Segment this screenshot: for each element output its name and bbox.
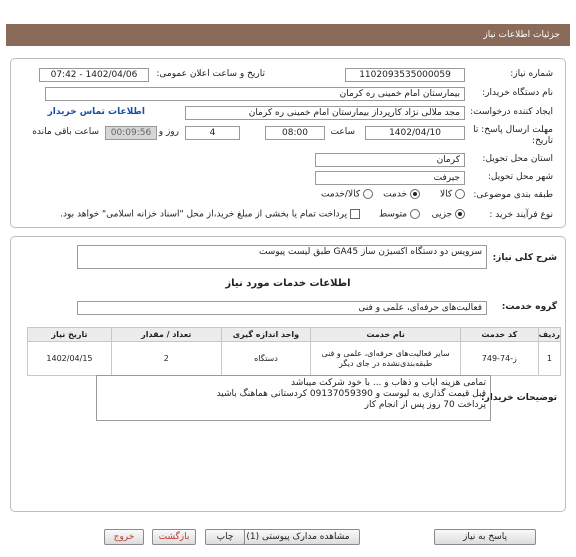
buyer-notes-field [96,375,491,421]
service-group-field: فعالیت‌های حرفه‌ای، علمی و فنی [77,301,487,315]
city-label: شهر محل تحویل: [487,172,553,182]
page-title: جزئیات اطلاعات نیاز [483,30,560,40]
announce-label: تاریخ و ساعت اعلان عمومی: [156,69,265,79]
col-quantity: تعداد / مقدار [111,328,221,342]
col-need-date: تاریخ نیاز [28,328,112,342]
notes-line: قبل قیمت گذاری به لیوست و 09137059390 کردستانی هماهنگ باشید [216,389,486,399]
summary-field: سرویس دو دستگاه اکسیژن ساز GA45 طبق لیست پیوست [77,245,487,269]
service-group-label: گروه خدمت: [501,302,557,312]
exit-button[interactable]: خروج [104,529,144,545]
buyer-label: نام دستگاه خریدار: [482,88,553,98]
cell-service-code: ز-74-749 [460,342,538,376]
buyer-field: بیمارستان امام خمینی ره کرمان [45,87,465,101]
col-row: ردیف [538,328,560,342]
days-field: 4 [185,126,240,140]
radio-selected-icon[interactable] [455,209,465,219]
purchase-type-label: نوع فرآیند خرید : [489,210,553,220]
remaining-label: ساعت باقی مانده [32,127,99,137]
table-row [28,342,561,376]
services-header: اطلاعات خدمات مورد نیاز [225,278,351,289]
announce-field: 1402/04/06 - 07:42 [39,68,149,82]
category-label: طبقه بندی موضوعی: [473,190,553,200]
category-option-goods[interactable]: کالا [440,189,465,200]
reply-to-need-button[interactable]: پاسخ به نیاز [434,529,536,545]
province-field: کرمان [315,153,465,167]
notes-line: تمامی هزینه ایاب و ذهاب و ... با خود شرکت میباشد [291,378,486,388]
services-table [27,327,561,376]
need-info-panel [10,58,566,228]
purchase-option-minor[interactable]: جزیی [432,209,465,220]
radio-icon[interactable] [455,189,465,199]
back-button[interactable]: بازگشت [152,529,196,545]
col-unit: واحد اندازه گیری [221,328,311,342]
category-option-service[interactable]: خدمت [383,189,420,200]
deadline-date-field: 1402/04/10 [365,126,465,140]
category-option-goods-service[interactable]: کالا/خدمت [321,189,373,200]
radio-selected-icon[interactable] [410,189,420,199]
cell-service-name: سایر فعالیت‌های حرفه‌ای، علمی و فنی طبقه‌بندی‌نشده در جای دیگر [311,342,461,376]
notes-line: پرداخت 70 روز پس از انجام کار [364,400,486,410]
radio-icon[interactable] [363,189,373,199]
need-number-field: 1102093535000059 [345,68,465,82]
deadline-label: مهلت ارسال پاسخ: تا [473,125,553,135]
cell-need-date: 1402/04/15 [28,342,112,376]
col-service-name: نام خدمت [311,328,461,342]
radio-icon[interactable] [410,209,420,219]
print-button[interactable]: چاپ [205,529,245,545]
deadline-time-field: 08:00 [265,126,325,140]
checkbox-icon[interactable] [350,209,360,219]
requester-field: مجد ملالی نژاد کارپرداز بیمارستان امام خمینی ره کرمان [185,106,465,120]
need-details-panel [10,236,566,512]
buyer-notes-label: توضیحات خریدار: [481,393,557,403]
summary-label: شرح کلی نیاز: [492,253,557,263]
requester-label: ایجاد کننده درخواست: [470,107,553,117]
cell-row: 1 [538,342,560,376]
hour-label: ساعت [330,127,355,137]
days-label: روز و [158,127,179,137]
province-label: استان محل تحویل: [482,154,553,164]
deadline-label-date: تاریخ: [532,136,553,146]
table-header-row [28,328,561,342]
treasury-payment-option[interactable]: پرداخت تمام یا بخشی از مبلغ خرید،از محل "اسناد خزانه اسلامی" خواهد بود. [60,209,360,220]
need-number-label: شماره نیاز: [510,69,553,79]
buyer-contact-link[interactable]: اطلاعات تماس خریدار [47,107,145,117]
cell-unit: دستگاه [221,342,311,376]
remaining-timer: 00:09:56 [105,126,157,140]
cell-quantity: 2 [111,342,221,376]
page-title-bar [6,24,570,46]
city-field: جیرفت [315,171,465,185]
purchase-option-medium[interactable]: متوسط [379,209,420,220]
col-service-code: کد خدمت [460,328,538,342]
view-attachments-button[interactable]: مشاهده مدارک پیوستی (1) [236,529,360,545]
